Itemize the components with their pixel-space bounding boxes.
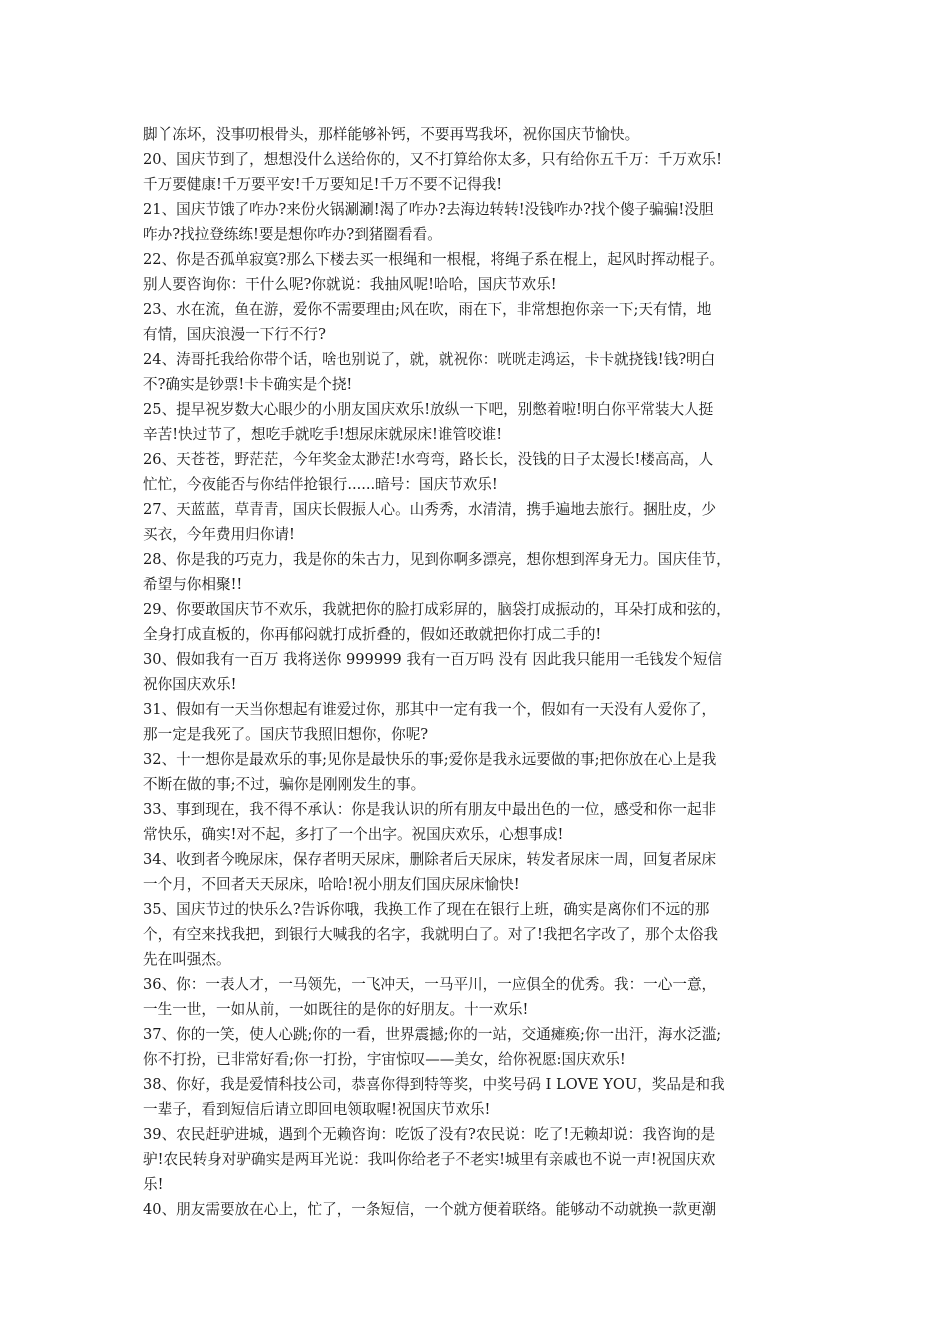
paragraph: 35、国庆节过的快乐么?告诉你哦，我换工作了现在在银行上班，确实是离你们不远的那 个，有空来找我把，到银行大喊我的名字，我就明白了。对了!我把名字改了，那个太俗我 先在叫强杰。: [143, 901, 719, 968]
paragraph: 22、你是否孤单寂寞?那么下楼去买一根绳和一根棍，将绳子系在棍上，起风时挥动棍子。 别人要咨询你：干什么呢?你就说：我抽风呢!哈哈，国庆节欢乐!: [143, 251, 724, 293]
paragraph: 34、收到者今晚尿床，保存者明天尿床，删除者后天尿床，转发者尿床一周，回复者尿床 一个月，不回者天天尿床，哈哈!祝小朋友们国庆尿床愉快!: [143, 851, 717, 893]
paragraph: 37、你的一笑，使人心跳;你的一看，世界震撼;你的一站，交通瘫痪;你一出汗，海水泛滥; 你不打扮，已非常好看;你一打扮，宇宙惊叹——美女，给你祝愿:国庆欢乐!: [143, 1026, 722, 1068]
paragraph: 20、国庆节到了，想想没什么送给你的，又不打算给你太多，只有给你五千万：千万欢乐! 千万要健康!千万要平安!千万要知足!千万不要不记得我!: [143, 151, 723, 193]
paragraph: 脚丫冻坏，没事叨根骨头，那样能够补钙，不要再骂我坏，祝你国庆节愉快。: [143, 126, 640, 143]
paragraph: 31、假如有一天当你想起有谁爱过你，那其中一定有我一个，假如有一天没有人爱你了， 那一定是我死了。国庆节我照旧想你，你呢?: [143, 701, 717, 743]
paragraph: 27、天蓝蓝，草青青，国庆长假振人心。山秀秀，水清清，携手遍地去旅行。捆肚皮，少 买衣，今年费用归你请!: [143, 501, 717, 543]
document-body: [143, 122, 823, 1222]
paragraph: 21、国庆节饿了咋办?来份火锅涮涮!渴了咋办?去海边转转!没钱咋办?找个傻子骗骗!没胆 咋办?找拉登练练!要是想你咋办?到猪圈看看。: [143, 201, 714, 243]
paragraph: 23、水在流，鱼在游，爱你不需要理由;风在吹，雨在下，非常想抱你亲一下;天有情，地 有情，国庆浪漫一下行不行?: [143, 301, 712, 343]
paragraph: 33、事到现在，我不得不承认：你是我认识的所有朋友中最出色的一位，感受和你一起非 常快乐，确实!对不起，多打了一个出字。祝国庆欢乐，心想事成!: [143, 801, 717, 843]
paragraph: 26、天苍苍，野茫茫，今年奖金太渺茫!水弯弯，路长长，没钱的日子太漫长!楼高高，人 忙忙，今夜能否与你结伴抢银行......暗号：国庆节欢乐!: [143, 451, 714, 493]
paragraph: 29、你要敢国庆节不欢乐，我就把你的脸打成彩屏的，脑袋打成振动的，耳朵打成和弦的， 全身打成直板的，你再郁闷就打成折叠的，假如还敢就把你打成二手的!: [143, 601, 731, 643]
paragraph: 30、假如我有一百万 我将送你 999999 我有一百万吗 没有 因此我只能用一毛钱发个短信 祝你国庆欢乐!: [143, 651, 723, 693]
paragraph: 24、涛哥托我给你带个话，啥也别说了，就，就祝你：咣咣走鸿运，卡卡就挠钱!钱?明白 不?确实是钞票!卡卡确实是个挠!: [143, 351, 716, 393]
paragraph: 36、你：一表人才，一马领先，一飞冲天，一马平川，一应俱全的优秀。我：一心一意， 一生一世，一如从前，一如既往的是你的好朋友。十一欢乐!: [143, 976, 717, 1018]
paragraph: 40、朋友需要放在心上，忙了，一条短信，一个就方便着联络。能够动不动就换一款更潮: [143, 1201, 717, 1218]
paragraph: 25、提早祝岁数大心眼少的小朋友国庆欢乐!放纵一下吧，别憋着啦!明白你平常装大人挺 辛苦!快过节了，想吃手就吃手!想尿床就尿床!谁管咬谁!: [143, 401, 714, 443]
paragraph: 32、十一想你是最欢乐的事;见你是最快乐的事;爱你是我永远要做的事;把你放在心上是我 不断在做的事;不过，骗你是刚刚发生的事。: [143, 751, 717, 793]
paragraph: 38、你好，我是爱情科技公司，恭喜你得到特等奖，中奖号码 I LOVE YOU，奖品是和我 一辈子，看到短信后请立即回电领取喔!祝国庆节欢乐!: [143, 1076, 725, 1118]
paragraph: 39、农民赶驴进城，遇到个无赖咨询：吃饭了没有?农民说：吃了!无赖却说：我咨询的是 驴!农民转身对驴确实是两耳光说：我叫你给老子不老实!城里有亲戚也不说一声!祝国庆欢 乐!: [143, 1126, 716, 1193]
paragraph: 28、你是我的巧克力，我是你的朱古力，见到你啊多漂亮，想你想到浑身无力。国庆佳节， 希望与你相聚!!: [143, 551, 731, 593]
